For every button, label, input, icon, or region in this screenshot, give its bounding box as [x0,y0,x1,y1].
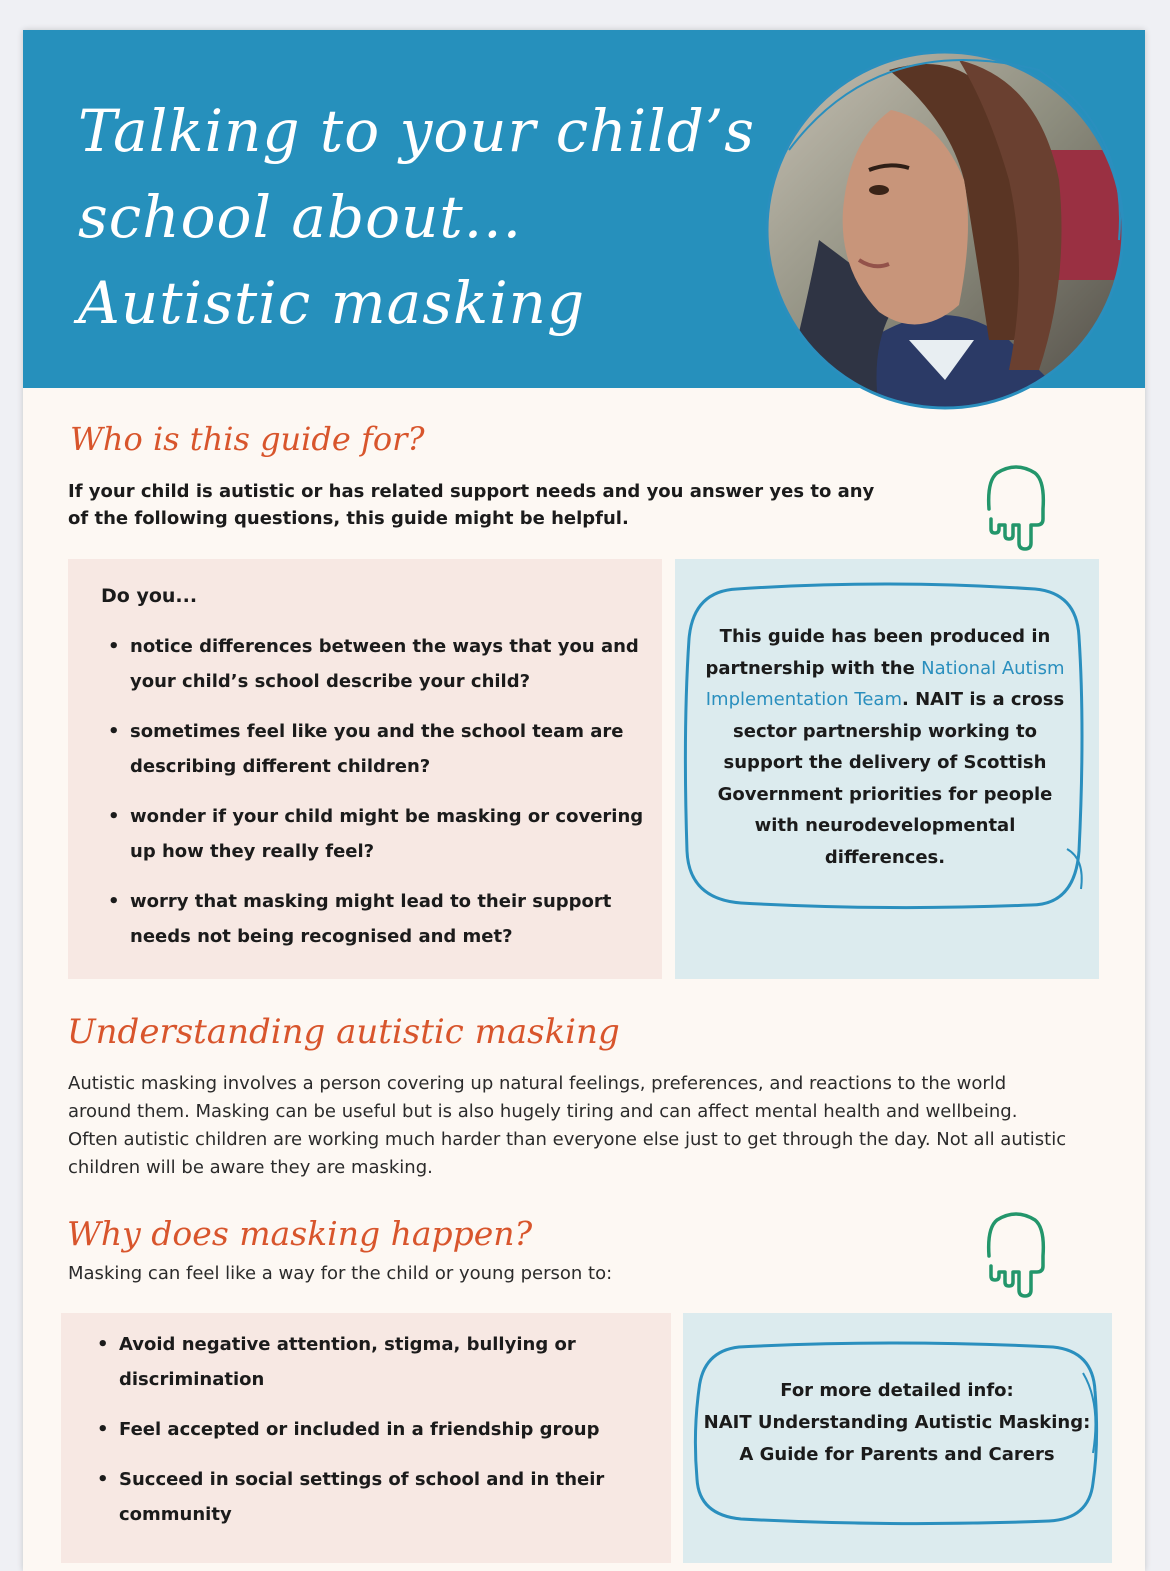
more-info-text [697,1375,1097,1471]
who-intro-text: If your child is autistic or has related support needs and you answer yes to any of the following questions, this guide might be helpful. [68,481,875,529]
partnership-text-end: . NAIT is a cross sector partnership working to support the delivery of Scottish Government priorities for people with neurodevelopmental differences. [717,689,1065,868]
list-item: • notice differences between the ways that you and your child’s school describe your child? [104,629,644,699]
list-item: • Avoid negative attention, stigma, bullying or discrimination [93,1327,653,1397]
partnership-panel [675,559,1099,979]
list-item: • wonder if your child might be masking or covering up how they really feel? [104,799,644,869]
do-you-heading: Do you... [101,585,198,607]
list-item: • sometimes feel like you and the school team are describing different children? [104,714,644,784]
understanding-paragraph: Autistic masking involves a person covering up natural feelings, preferences, and reactions to the world around them. Masking can be useful but is also hugely tiring and can affect mental health and wellbeing. Often autistic children are working much harder than everyone else just to get through the day. Not all autistic children will be aware they are masking. [68,1073,1067,1178]
title-line-1: Talking to your child’s [78,97,756,165]
partnership-text [705,621,1065,873]
more-info-guide-subtitle[interactable]: A Guide for Parents and Carers [739,1444,1055,1465]
why-list [93,1327,653,1547]
page-title [78,88,755,346]
do-you-list [104,629,644,969]
list-item: • Succeed in social settings of school and in their community [93,1462,653,1532]
pointing-hand-icon [981,1210,1051,1298]
section-heading-who: Who is this guide for? [70,420,425,458]
title-line-3: Autistic masking [78,269,586,337]
document-page [23,30,1145,1571]
more-info-panel [683,1313,1112,1563]
more-info-guide-title[interactable]: NAIT Understanding Autistic Masking: [703,1412,1091,1433]
partnership-text-start: This guide has been produced in partnership with the [705,626,1051,679]
nait-link[interactable]: National Autism Implementation Team [705,657,1065,710]
list-item: • Feel accepted or included in a friendship group [93,1412,653,1447]
pointing-hand-icon [981,463,1051,551]
section-heading-understanding: Understanding autistic masking [67,1012,620,1052]
title-line-2: school about... [78,183,523,251]
section-heading-why: Why does masking happen? [67,1214,533,1253]
why-intro-text: Masking can feel like a way for the child or young person to: [68,1263,613,1284]
list-item: • worry that masking might lead to their support needs not being recognised and met? [104,884,644,954]
do-you-panel [68,559,662,979]
why-panel [61,1313,671,1563]
girl-portrait-photo [759,40,1131,410]
more-info-line-1: For more detailed info: [780,1380,1014,1401]
